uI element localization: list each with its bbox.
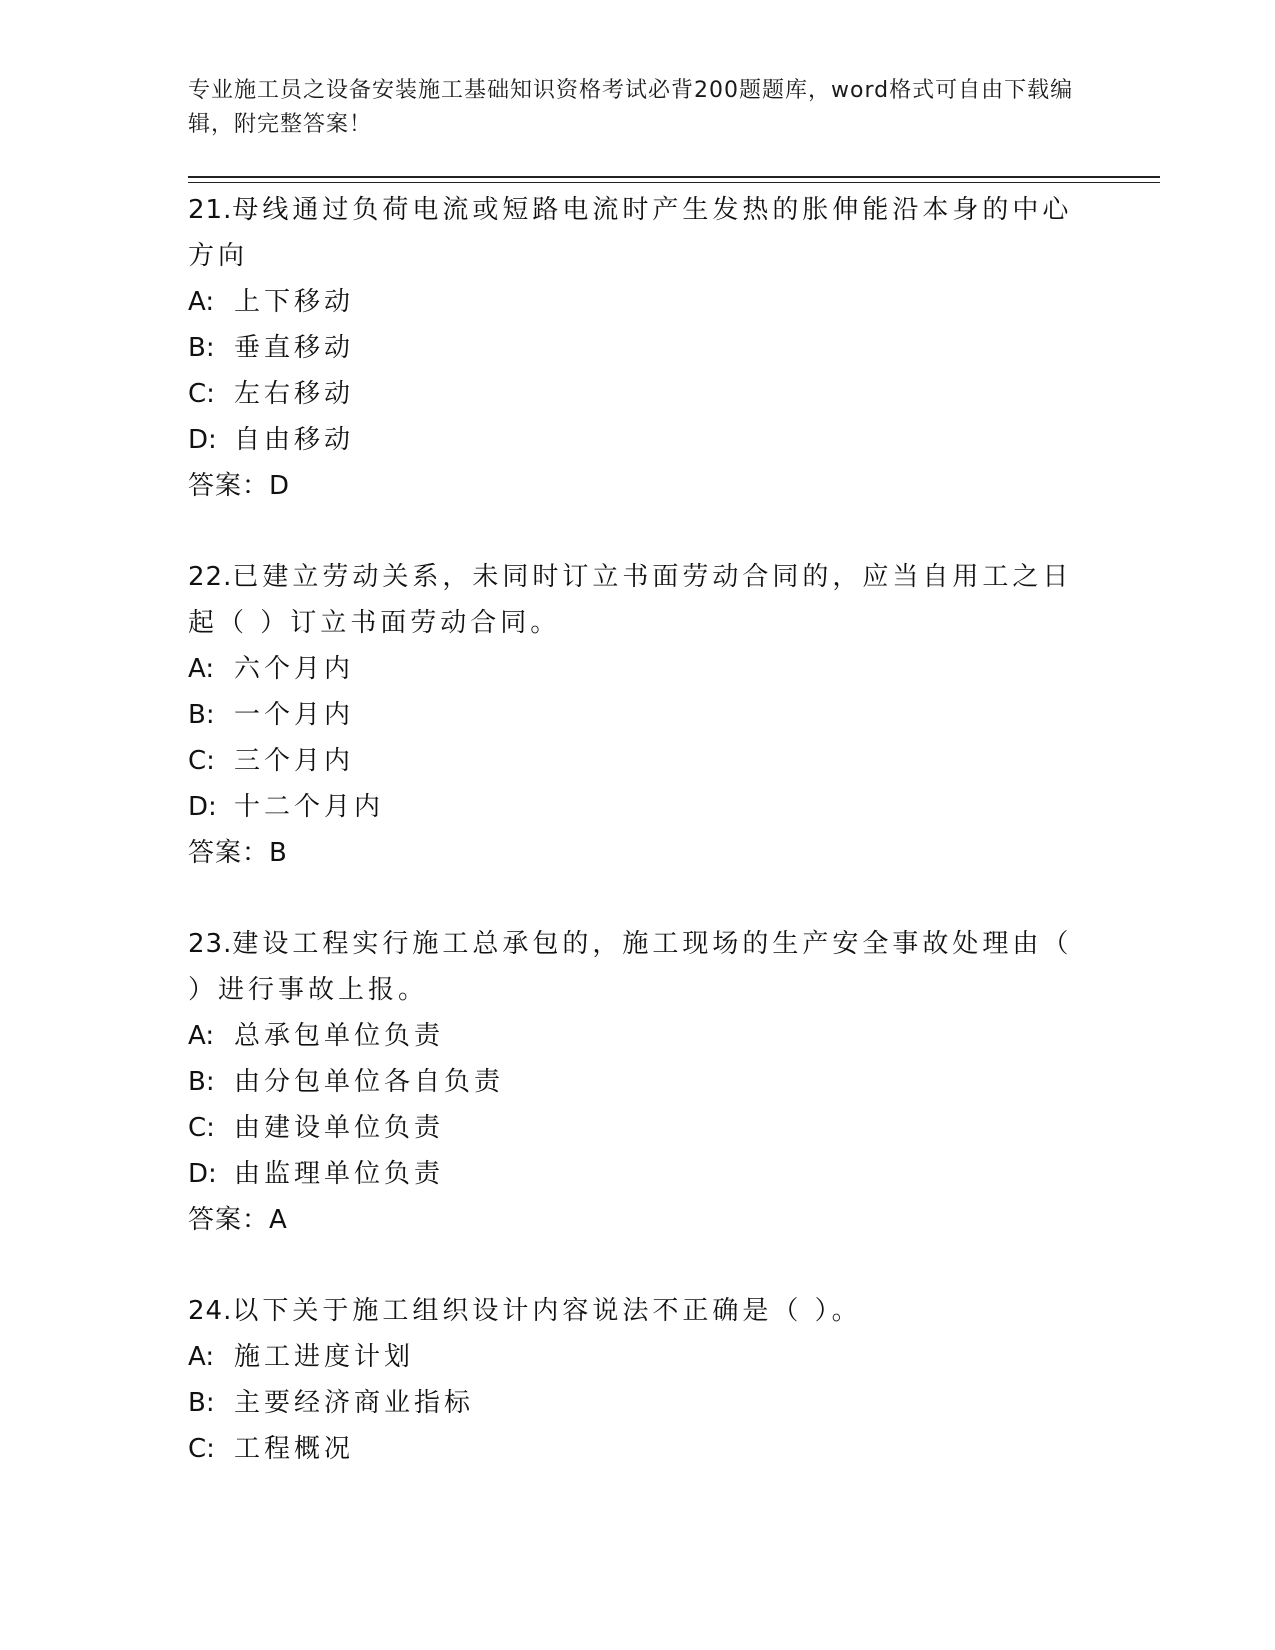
option-key: C: [188, 746, 215, 776]
option-text: 总承包单位负责 [234, 1021, 445, 1051]
option-a [188, 1013, 1088, 1059]
question-23 [188, 921, 1088, 1243]
option-text: 主要经济商业指标 [234, 1388, 475, 1418]
option-text: 上下移动 [234, 287, 355, 317]
option-key: A: [188, 287, 215, 317]
question-text [188, 187, 1088, 279]
answer-value: A [269, 1205, 288, 1235]
option-a [188, 1334, 1088, 1380]
option-key: D: [188, 1159, 217, 1189]
option-b [188, 325, 1088, 371]
option-c [188, 738, 1088, 784]
option-c [188, 1105, 1088, 1151]
option-d [188, 417, 1088, 463]
option-key: B: [188, 1388, 215, 1418]
question-24 [188, 1288, 1088, 1472]
option-key: A: [188, 1342, 215, 1372]
option-key: C: [188, 379, 215, 409]
answer-value: D [269, 471, 291, 501]
answer-label: 答案： [188, 1205, 270, 1235]
question-number: 21. [188, 195, 233, 225]
option-text: 由监理单位负责 [234, 1159, 445, 1189]
question-number: 24. [188, 1296, 233, 1326]
option-d [188, 784, 1088, 830]
question-number: 23. [188, 929, 233, 959]
answer-label: 答案： [188, 471, 270, 501]
option-key: D: [188, 425, 217, 455]
option-text: 三个月内 [234, 746, 355, 776]
option-text: 工程概况 [234, 1434, 355, 1464]
option-a [188, 279, 1088, 325]
option-key: B: [188, 333, 215, 363]
question-stem: 以下关于施工组织设计内容说法不正确是（ ）。 [232, 1296, 862, 1326]
option-d [188, 1151, 1088, 1197]
option-key: C: [188, 1113, 215, 1143]
option-text: 十二个月内 [234, 792, 385, 822]
question-stem: 建设工程实行施工总承包的，施工现场的生产安全事故处理由（ ）进行事故上报。 [188, 929, 1073, 1005]
question-stem: 母线通过负荷电流或短路电流时产生发热的胀伸能沿本身的中心方向 [188, 195, 1073, 271]
question-text [188, 921, 1088, 1013]
option-b [188, 692, 1088, 738]
question-list [188, 187, 1088, 1517]
answer-label: 答案： [188, 838, 270, 868]
header-divider-thick [188, 176, 1160, 178]
option-b [188, 1380, 1088, 1426]
option-text: 施工进度计划 [234, 1342, 415, 1372]
document-header: 专业施工员之设备安装施工基础知识资格考试必背200题题库，word格式可自由下载编辑，附完整答案！ [188, 78, 1074, 137]
option-a [188, 646, 1088, 692]
option-key: B: [188, 700, 215, 730]
option-text: 自由移动 [234, 425, 355, 455]
option-text: 由建设单位负责 [234, 1113, 445, 1143]
option-c [188, 1426, 1088, 1472]
option-text: 由分包单位各自负责 [234, 1067, 505, 1097]
question-text [188, 554, 1088, 646]
option-b [188, 1059, 1088, 1105]
answer-line [188, 1197, 1088, 1243]
option-text: 垂直移动 [234, 333, 355, 363]
question-22 [188, 554, 1088, 876]
option-c [188, 371, 1088, 417]
option-key: B: [188, 1067, 215, 1097]
option-key: C: [188, 1434, 215, 1464]
answer-line [188, 830, 1088, 876]
question-text [188, 1288, 1088, 1334]
question-number: 22. [188, 562, 233, 592]
option-key: A: [188, 1021, 215, 1051]
option-text: 左右移动 [234, 379, 355, 409]
option-key: D: [188, 792, 217, 822]
question-stem: 已建立劳动关系，未同时订立书面劳动合同的，应当自用工之日起（ ）订立书面劳动合同。 [188, 562, 1073, 638]
answer-value: B [269, 838, 288, 868]
header-divider-thin [188, 182, 1160, 183]
option-key: A: [188, 654, 215, 684]
question-21 [188, 187, 1088, 509]
option-text: 一个月内 [234, 700, 355, 730]
answer-line [188, 463, 1088, 509]
option-text: 六个月内 [234, 654, 355, 684]
